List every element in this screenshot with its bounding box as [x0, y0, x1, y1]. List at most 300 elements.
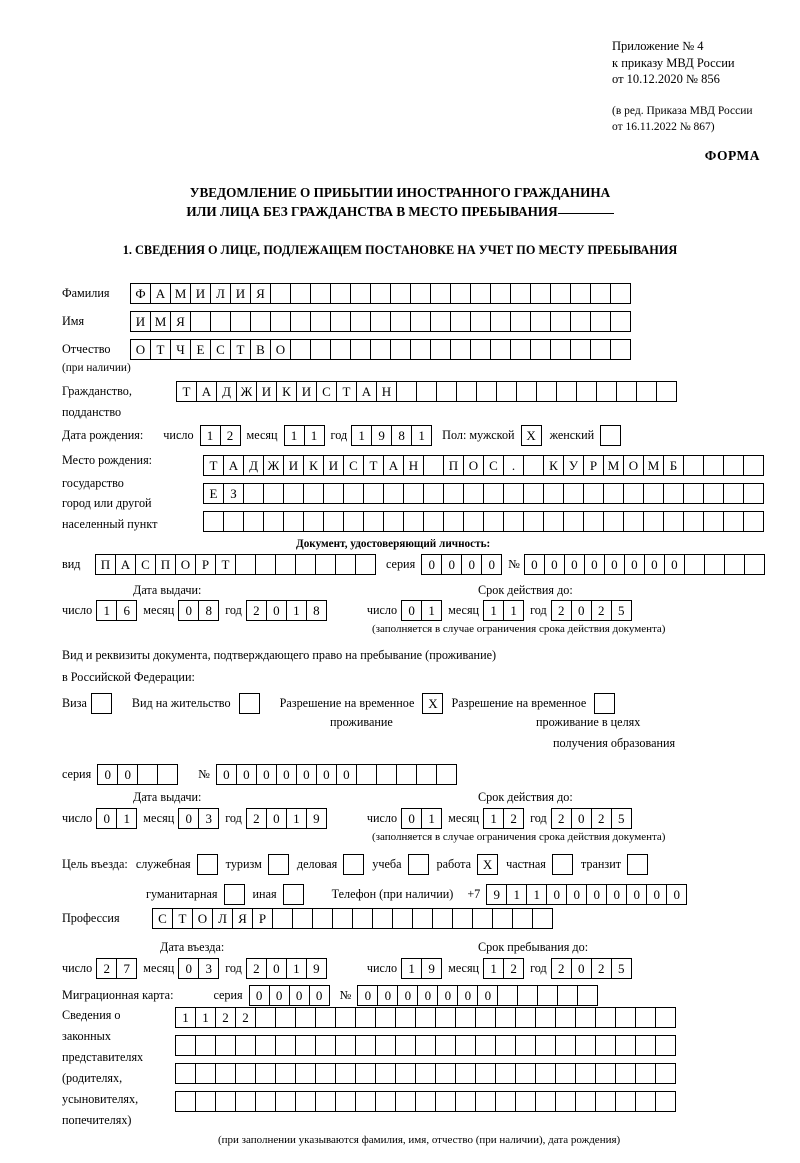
- cell[interactable]: [510, 311, 531, 332]
- cell[interactable]: Б: [663, 455, 684, 476]
- cell[interactable]: [510, 339, 531, 360]
- doc-number-input[interactable]: [524, 554, 765, 575]
- cell[interactable]: [655, 1063, 676, 1084]
- stay-issue-year-input[interactable]: [246, 808, 327, 829]
- cell[interactable]: [550, 339, 571, 360]
- cell[interactable]: [275, 554, 296, 575]
- cell[interactable]: [656, 381, 677, 402]
- stay-until-year-input[interactable]: [551, 958, 632, 979]
- cell[interactable]: А: [196, 381, 217, 402]
- sex-female-checkbox[interactable]: [600, 425, 621, 446]
- cell[interactable]: [370, 311, 391, 332]
- cell[interactable]: 0: [477, 985, 498, 1006]
- cell[interactable]: 0: [276, 764, 297, 785]
- cell[interactable]: [396, 381, 417, 402]
- cell[interactable]: Я: [232, 908, 253, 929]
- cell[interactable]: 0: [266, 600, 287, 621]
- cell[interactable]: [343, 483, 364, 504]
- cell[interactable]: [250, 311, 271, 332]
- cell[interactable]: [663, 511, 684, 532]
- cell[interactable]: 9: [371, 425, 392, 446]
- cell[interactable]: О: [175, 554, 196, 575]
- cell[interactable]: 2: [96, 958, 117, 979]
- cell[interactable]: [555, 1007, 576, 1028]
- cell[interactable]: Т: [230, 339, 251, 360]
- cell[interactable]: [515, 1091, 536, 1112]
- cell[interactable]: [272, 908, 293, 929]
- cell[interactable]: [683, 455, 704, 476]
- cell[interactable]: [275, 1091, 296, 1112]
- cell[interactable]: [330, 339, 351, 360]
- cell[interactable]: [723, 455, 744, 476]
- cell[interactable]: 0: [421, 554, 442, 575]
- cell[interactable]: [575, 1035, 596, 1056]
- cell[interactable]: Я: [170, 311, 191, 332]
- cell[interactable]: [190, 311, 211, 332]
- cell[interactable]: 8: [306, 600, 327, 621]
- cell[interactable]: 1: [286, 600, 307, 621]
- cell[interactable]: С: [152, 908, 173, 929]
- cell[interactable]: [235, 1063, 256, 1084]
- cell[interactable]: Л: [210, 283, 231, 304]
- cell[interactable]: [195, 1035, 216, 1056]
- cell[interactable]: [530, 283, 551, 304]
- cell[interactable]: Н: [403, 455, 424, 476]
- cell[interactable]: [323, 483, 344, 504]
- cell[interactable]: [490, 283, 511, 304]
- cell[interactable]: [655, 1091, 676, 1112]
- cell[interactable]: [497, 985, 518, 1006]
- cell[interactable]: [175, 1091, 196, 1112]
- cell[interactable]: [563, 511, 584, 532]
- cell[interactable]: [295, 1063, 316, 1084]
- purpose-option-checkbox[interactable]: [552, 854, 573, 875]
- cell[interactable]: [575, 1091, 596, 1112]
- cell[interactable]: [415, 1007, 436, 1028]
- cell[interactable]: К: [276, 381, 297, 402]
- cell[interactable]: 2: [551, 600, 572, 621]
- cell[interactable]: [743, 483, 764, 504]
- cell[interactable]: [476, 381, 497, 402]
- cell[interactable]: [595, 1007, 616, 1028]
- cell[interactable]: [315, 1063, 336, 1084]
- cell[interactable]: 2: [246, 958, 267, 979]
- cell[interactable]: [590, 311, 611, 332]
- cell[interactable]: [596, 381, 617, 402]
- cell[interactable]: [295, 1035, 316, 1056]
- cell[interactable]: [583, 511, 604, 532]
- cell[interactable]: И: [296, 381, 317, 402]
- cell[interactable]: [595, 1035, 616, 1056]
- cell[interactable]: М: [603, 455, 624, 476]
- cell[interactable]: [195, 1091, 216, 1112]
- doc-issue-year-input[interactable]: [246, 600, 327, 621]
- cell[interactable]: Н: [376, 381, 397, 402]
- cell[interactable]: [455, 1063, 476, 1084]
- cell[interactable]: [195, 1063, 216, 1084]
- cell[interactable]: П: [155, 554, 176, 575]
- cell[interactable]: [215, 1035, 236, 1056]
- cell[interactable]: [523, 511, 544, 532]
- cell[interactable]: 0: [544, 554, 565, 575]
- cell[interactable]: 9: [486, 884, 507, 905]
- cell[interactable]: 0: [481, 554, 502, 575]
- cell[interactable]: 0: [178, 600, 199, 621]
- cell[interactable]: [370, 339, 391, 360]
- cell[interactable]: 0: [457, 985, 478, 1006]
- cell[interactable]: П: [95, 554, 116, 575]
- cell[interactable]: [512, 908, 533, 929]
- cell[interactable]: Т: [176, 381, 197, 402]
- cell[interactable]: А: [223, 455, 244, 476]
- cell[interactable]: [452, 908, 473, 929]
- residence-permit-checkbox[interactable]: [239, 693, 260, 714]
- cell[interactable]: [435, 1007, 456, 1028]
- cell[interactable]: Ж: [263, 455, 284, 476]
- cell[interactable]: [137, 764, 158, 785]
- cell[interactable]: [575, 1007, 596, 1028]
- cell[interactable]: [635, 1035, 656, 1056]
- cell[interactable]: [303, 483, 324, 504]
- name-input[interactable]: [130, 311, 631, 332]
- cell[interactable]: [443, 483, 464, 504]
- cell[interactable]: [395, 1035, 416, 1056]
- cell[interactable]: 0: [178, 958, 199, 979]
- citizenship-input[interactable]: [176, 381, 677, 402]
- cell[interactable]: 9: [306, 808, 327, 829]
- cell[interactable]: [275, 1007, 296, 1028]
- cell[interactable]: 0: [571, 808, 592, 829]
- cell[interactable]: [175, 1063, 196, 1084]
- cell[interactable]: 0: [546, 884, 567, 905]
- cell[interactable]: [655, 1007, 676, 1028]
- cell[interactable]: [430, 339, 451, 360]
- cell[interactable]: [470, 311, 491, 332]
- cell[interactable]: [315, 554, 336, 575]
- cell[interactable]: 0: [564, 554, 585, 575]
- cell[interactable]: Р: [583, 455, 604, 476]
- cell[interactable]: [370, 283, 391, 304]
- cell[interactable]: 1: [195, 1007, 216, 1028]
- cell[interactable]: Я: [250, 283, 271, 304]
- cell[interactable]: [410, 311, 431, 332]
- cell[interactable]: 1: [526, 884, 547, 905]
- cell[interactable]: 2: [591, 958, 612, 979]
- cell[interactable]: [590, 339, 611, 360]
- cell[interactable]: [432, 908, 453, 929]
- cell[interactable]: [350, 339, 371, 360]
- visa-checkbox[interactable]: [91, 693, 112, 714]
- cell[interactable]: 1: [284, 425, 305, 446]
- cell[interactable]: 2: [503, 958, 524, 979]
- cell[interactable]: 0: [461, 554, 482, 575]
- cell[interactable]: [623, 483, 644, 504]
- doc-issue-month-input[interactable]: [178, 600, 219, 621]
- cell[interactable]: [496, 381, 517, 402]
- cell[interactable]: [270, 283, 291, 304]
- cell[interactable]: [356, 764, 377, 785]
- cell[interactable]: 0: [216, 764, 237, 785]
- entry-month-input[interactable]: [178, 958, 219, 979]
- cell[interactable]: 2: [246, 808, 267, 829]
- cell[interactable]: [235, 1035, 256, 1056]
- cell[interactable]: [450, 339, 471, 360]
- cell[interactable]: [550, 311, 571, 332]
- cell[interactable]: [395, 1091, 416, 1112]
- cell[interactable]: [643, 511, 664, 532]
- cell[interactable]: [355, 1007, 376, 1028]
- cell[interactable]: [330, 311, 351, 332]
- cell[interactable]: [283, 511, 304, 532]
- cell[interactable]: 0: [97, 764, 118, 785]
- cell[interactable]: [475, 1007, 496, 1028]
- cell[interactable]: [292, 908, 313, 929]
- cell[interactable]: [263, 483, 284, 504]
- cell[interactable]: [395, 1007, 416, 1028]
- cell[interactable]: 2: [246, 600, 267, 621]
- cell[interactable]: [230, 311, 251, 332]
- cell[interactable]: 0: [401, 808, 422, 829]
- cell[interactable]: [643, 483, 664, 504]
- doc-issue-day-input[interactable]: [96, 600, 137, 621]
- doc-valid-year-input[interactable]: [551, 600, 632, 621]
- cell[interactable]: А: [150, 283, 171, 304]
- cell[interactable]: 0: [266, 958, 287, 979]
- cell[interactable]: [684, 554, 705, 575]
- cell[interactable]: 1: [351, 425, 372, 446]
- patronymic-input[interactable]: [130, 339, 631, 360]
- cell[interactable]: 0: [266, 808, 287, 829]
- cell[interactable]: [330, 283, 351, 304]
- cell[interactable]: [703, 511, 724, 532]
- cell[interactable]: [375, 1007, 396, 1028]
- cell[interactable]: 2: [551, 808, 572, 829]
- cell[interactable]: [335, 1063, 356, 1084]
- cell[interactable]: 5: [611, 808, 632, 829]
- cell[interactable]: [335, 1091, 356, 1112]
- cell[interactable]: И: [190, 283, 211, 304]
- cell[interactable]: И: [230, 283, 251, 304]
- cell[interactable]: [616, 381, 637, 402]
- stay-valid-day-input[interactable]: [401, 808, 442, 829]
- cell[interactable]: [335, 1035, 356, 1056]
- cell[interactable]: 2: [220, 425, 241, 446]
- stay-valid-month-input[interactable]: [483, 808, 524, 829]
- cell[interactable]: О: [192, 908, 213, 929]
- cell[interactable]: [436, 381, 457, 402]
- birth-month-input[interactable]: [284, 425, 325, 446]
- cell[interactable]: [430, 283, 451, 304]
- cell[interactable]: [312, 908, 333, 929]
- cell[interactable]: А: [115, 554, 136, 575]
- cell[interactable]: [175, 1035, 196, 1056]
- cell[interactable]: С: [483, 455, 504, 476]
- doc-valid-day-input[interactable]: [401, 600, 442, 621]
- cell[interactable]: [415, 1091, 436, 1112]
- sex-male-checkbox[interactable]: X: [521, 425, 542, 446]
- cell[interactable]: [575, 1063, 596, 1084]
- cell[interactable]: 0: [336, 764, 357, 785]
- cell[interactable]: Т: [336, 381, 357, 402]
- cell[interactable]: [483, 511, 504, 532]
- temp-residence-checkbox[interactable]: X: [422, 693, 443, 714]
- cell[interactable]: [490, 339, 511, 360]
- cell[interactable]: [503, 511, 524, 532]
- cell[interactable]: С: [316, 381, 337, 402]
- cell[interactable]: [352, 908, 373, 929]
- cell[interactable]: 0: [441, 554, 462, 575]
- cell[interactable]: [610, 311, 631, 332]
- migration-series-input[interactable]: [249, 985, 330, 1006]
- cell[interactable]: [235, 1091, 256, 1112]
- cell[interactable]: 8: [198, 600, 219, 621]
- cell[interactable]: [570, 283, 591, 304]
- cell[interactable]: 1: [483, 808, 504, 829]
- cell[interactable]: [263, 511, 284, 532]
- doc-series-input[interactable]: [421, 554, 502, 575]
- cell[interactable]: 0: [624, 554, 645, 575]
- cell[interactable]: 6: [116, 600, 137, 621]
- cell[interactable]: [410, 283, 431, 304]
- purpose-option-checkbox[interactable]: [268, 854, 289, 875]
- cell[interactable]: А: [383, 455, 404, 476]
- cell[interactable]: [363, 511, 384, 532]
- cell[interactable]: [543, 511, 564, 532]
- cell[interactable]: А: [356, 381, 377, 402]
- cell[interactable]: 0: [178, 808, 199, 829]
- cell[interactable]: [555, 1063, 576, 1084]
- cell[interactable]: [372, 908, 393, 929]
- cell[interactable]: [635, 1007, 656, 1028]
- cell[interactable]: [383, 511, 404, 532]
- cell[interactable]: [390, 339, 411, 360]
- cell[interactable]: 2: [215, 1007, 236, 1028]
- cell[interactable]: [537, 985, 558, 1006]
- stay-until-month-input[interactable]: [483, 958, 524, 979]
- cell[interactable]: [623, 511, 644, 532]
- cell[interactable]: [255, 1007, 276, 1028]
- cell[interactable]: [535, 1035, 556, 1056]
- surname-input[interactable]: [130, 283, 631, 304]
- cell[interactable]: [724, 554, 745, 575]
- migration-number-input[interactable]: [357, 985, 598, 1006]
- cell[interactable]: [550, 283, 571, 304]
- purpose-option-checkbox[interactable]: [627, 854, 648, 875]
- cell[interactable]: [576, 381, 597, 402]
- cell[interactable]: [415, 1063, 436, 1084]
- cell[interactable]: 0: [401, 600, 422, 621]
- purpose-option-checkbox[interactable]: [408, 854, 429, 875]
- cell[interactable]: Р: [252, 908, 273, 929]
- cell[interactable]: [335, 554, 356, 575]
- cell[interactable]: [495, 1035, 516, 1056]
- cell[interactable]: Ж: [236, 381, 257, 402]
- rep-line-4-input[interactable]: [175, 1091, 676, 1112]
- cell[interactable]: [723, 511, 744, 532]
- cell[interactable]: [295, 554, 316, 575]
- cell[interactable]: [290, 311, 311, 332]
- cell[interactable]: [455, 1007, 476, 1028]
- cell[interactable]: [315, 1091, 336, 1112]
- cell[interactable]: 0: [377, 985, 398, 1006]
- cell[interactable]: У: [563, 455, 584, 476]
- cell[interactable]: 0: [316, 764, 337, 785]
- cell[interactable]: [475, 1063, 496, 1084]
- cell[interactable]: [270, 311, 291, 332]
- cell[interactable]: 1: [175, 1007, 196, 1028]
- cell[interactable]: [450, 311, 471, 332]
- cell[interactable]: О: [270, 339, 291, 360]
- cell[interactable]: [255, 1091, 276, 1112]
- cell[interactable]: [535, 1091, 556, 1112]
- cell[interactable]: 1: [116, 808, 137, 829]
- cell[interactable]: 0: [571, 958, 592, 979]
- cell[interactable]: [455, 1091, 476, 1112]
- cell[interactable]: Т: [172, 908, 193, 929]
- cell[interactable]: [275, 1035, 296, 1056]
- cell[interactable]: [683, 511, 704, 532]
- cell[interactable]: [223, 511, 244, 532]
- cell[interactable]: [215, 1063, 236, 1084]
- cell[interactable]: [215, 1091, 236, 1112]
- cell[interactable]: [396, 764, 417, 785]
- cell[interactable]: [603, 483, 624, 504]
- cell[interactable]: [603, 511, 624, 532]
- cell[interactable]: 1: [483, 600, 504, 621]
- cell[interactable]: 0: [606, 884, 627, 905]
- cell[interactable]: [323, 511, 344, 532]
- cell[interactable]: 1: [503, 600, 524, 621]
- cell[interactable]: 0: [571, 600, 592, 621]
- edu-residence-checkbox[interactable]: [594, 693, 615, 714]
- cell[interactable]: [375, 1091, 396, 1112]
- cell[interactable]: [570, 339, 591, 360]
- cell[interactable]: 1: [483, 958, 504, 979]
- cell[interactable]: [157, 764, 178, 785]
- cell[interactable]: [636, 381, 657, 402]
- cell[interactable]: 0: [397, 985, 418, 1006]
- birth-year-input[interactable]: [351, 425, 432, 446]
- cell[interactable]: [703, 455, 724, 476]
- cell[interactable]: Ф: [130, 283, 151, 304]
- cell[interactable]: [475, 1091, 496, 1112]
- cell[interactable]: [423, 455, 444, 476]
- cell[interactable]: [515, 1063, 536, 1084]
- cell[interactable]: [255, 1035, 276, 1056]
- cell[interactable]: [423, 511, 444, 532]
- cell[interactable]: [310, 339, 331, 360]
- entry-day-input[interactable]: [96, 958, 137, 979]
- cell[interactable]: 2: [235, 1007, 256, 1028]
- cell[interactable]: 0: [249, 985, 270, 1006]
- cell[interactable]: [570, 311, 591, 332]
- birth-place-line-3-input[interactable]: [203, 511, 764, 532]
- cell[interactable]: [403, 483, 424, 504]
- cell[interactable]: [403, 511, 424, 532]
- cell[interactable]: [335, 1007, 356, 1028]
- cell[interactable]: [455, 1035, 476, 1056]
- cell[interactable]: [615, 1007, 636, 1028]
- cell[interactable]: [355, 1091, 376, 1112]
- cell[interactable]: 0: [117, 764, 138, 785]
- cell[interactable]: 1: [401, 958, 422, 979]
- purpose-option-checkbox[interactable]: [197, 854, 218, 875]
- cell[interactable]: [456, 381, 477, 402]
- cell[interactable]: 0: [417, 985, 438, 1006]
- cell[interactable]: [310, 283, 331, 304]
- cell[interactable]: [557, 985, 578, 1006]
- cell[interactable]: 1: [96, 600, 117, 621]
